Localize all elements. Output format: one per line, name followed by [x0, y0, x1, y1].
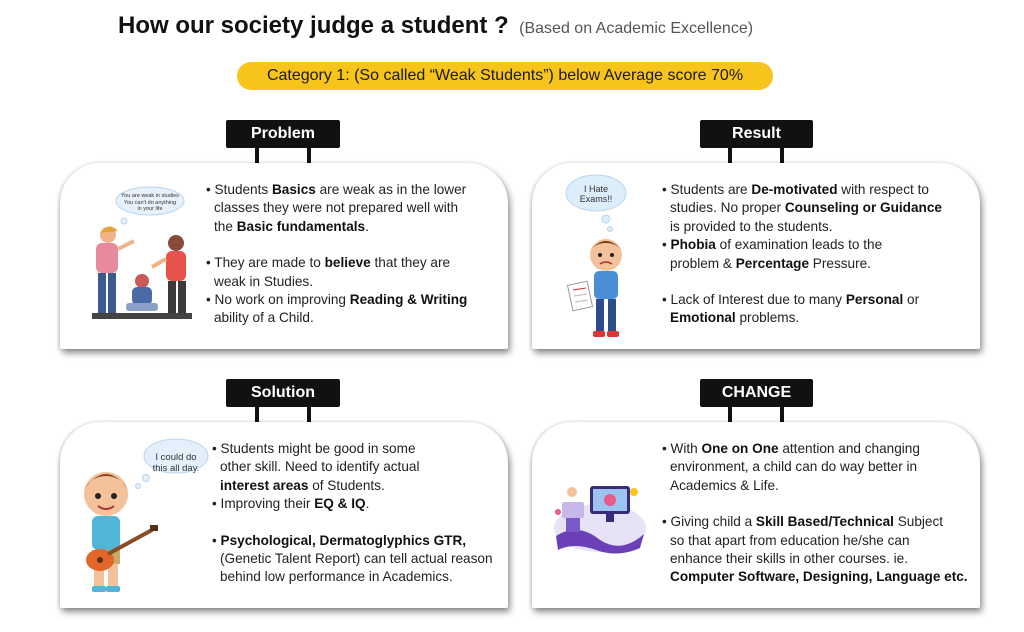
bubble-line: Exams!!	[579, 194, 613, 204]
solution-tag-leg-right	[307, 407, 311, 422]
bullet-line: (Genetic Talent Report) can tell actual reason	[220, 551, 493, 567]
bullet-line: • Lack of Interest due to many Personal or	[662, 292, 920, 308]
change-tag	[700, 379, 813, 407]
category-banner	[237, 62, 773, 90]
bubble-line: You are weak in studies	[121, 193, 179, 199]
solution-tag	[226, 379, 340, 407]
result-card	[532, 163, 980, 349]
bullet-line: is provided to the students.	[670, 218, 833, 234]
bullet-line: Academics & Life.	[670, 477, 779, 493]
bubble-line: in your life	[137, 206, 163, 212]
page-subtitle: (Based on Academic Excellence)	[519, 20, 754, 37]
change-tag-leg-left	[728, 407, 732, 422]
bullet-line: environment, a child can do way better in	[670, 459, 918, 475]
bullet-line: • No work on improving Reading & Writing	[206, 292, 468, 308]
bullet-line: the Basic fundamentals.	[214, 218, 369, 234]
bullet-line: • Improving their EQ & IQ.	[212, 496, 370, 512]
bullet-line: behind low performance in Academics.	[220, 569, 453, 585]
change-tag-label: CHANGE	[721, 384, 792, 401]
bullet-line: interest areas of Students.	[220, 477, 385, 493]
bullet-line: • Phobia of examination leads to the	[662, 237, 883, 253]
bullet-line: so that apart from education he/she can	[670, 532, 910, 548]
problem-bullets	[206, 181, 467, 328]
solution-speech-bubble	[150, 452, 202, 474]
bullet-line: classes they were not prepared well with	[214, 200, 459, 216]
bullet-line: studies. No proper Counseling or Guidance	[670, 200, 942, 216]
bullet-line: weak in Studies.	[214, 273, 313, 289]
bullet-line: • They are made to believe that they are	[206, 255, 451, 271]
solution-card	[60, 422, 508, 608]
problem-tag-leg-left	[255, 148, 259, 163]
computer-learning-illustration	[548, 472, 648, 558]
bullet-line: Emotional problems.	[670, 310, 800, 326]
result-tag-leg-right	[780, 148, 784, 163]
result-tag	[700, 120, 813, 148]
problem-speech-bubble	[119, 193, 181, 213]
bubble-line: I Hate	[583, 184, 608, 194]
result-bullets	[662, 181, 942, 328]
bullet-line: other skill. Need to identify actual	[220, 459, 420, 475]
computer-learning-icon	[548, 472, 648, 558]
bullet-line: enhance their skills in other courses. ie.	[670, 551, 909, 567]
solution-tag-label: Solution	[251, 384, 315, 401]
scolded-student-illustration	[72, 183, 202, 333]
change-bullets	[662, 440, 968, 587]
bullet-line: • Giving child a Skill Based/Technical Subject	[662, 514, 944, 530]
bullet-line: • With One on One attention and changing	[662, 441, 920, 456]
bubble-line: I could do	[155, 452, 197, 463]
problem-tag	[226, 120, 340, 148]
bubble-line: this all day.	[152, 463, 200, 474]
result-speech-bubble	[570, 184, 622, 204]
stressed-student-illustration	[560, 171, 650, 343]
result-tag-leg-left	[728, 148, 732, 163]
bullet-line: • Students Basics are weak as in the lower	[206, 182, 467, 197]
bullet-line: Computer Software, Designing, Language etc.	[670, 569, 968, 585]
page-title: How our society judge a student ?	[118, 12, 509, 39]
bullet-line: ability of a Child.	[214, 310, 314, 326]
bullet-line: problem & Percentage Pressure.	[670, 255, 871, 271]
solution-tag-leg-left	[255, 407, 259, 422]
problem-tag-leg-right	[307, 148, 311, 163]
result-tag-label: Result	[732, 125, 781, 142]
guitar-kid-illustration	[70, 432, 210, 604]
bullet-line: • Students might be good in some	[212, 441, 416, 456]
bullet-line: • Psychological, Dermatoglyphics GTR,	[212, 532, 467, 548]
problem-tag-label: Problem	[250, 125, 315, 142]
category-label: Category 1: (So called “Weak Students”) below Average score 70%	[266, 67, 744, 84]
solution-bullets	[212, 440, 493, 587]
bullet-line: • Students are De-motivated with respect to	[662, 182, 929, 197]
change-tag-leg-right	[780, 407, 784, 422]
change-card	[532, 422, 980, 608]
bubble-line: You can't do anything	[123, 199, 177, 206]
problem-card	[60, 163, 508, 349]
page-title-row	[118, 12, 753, 40]
